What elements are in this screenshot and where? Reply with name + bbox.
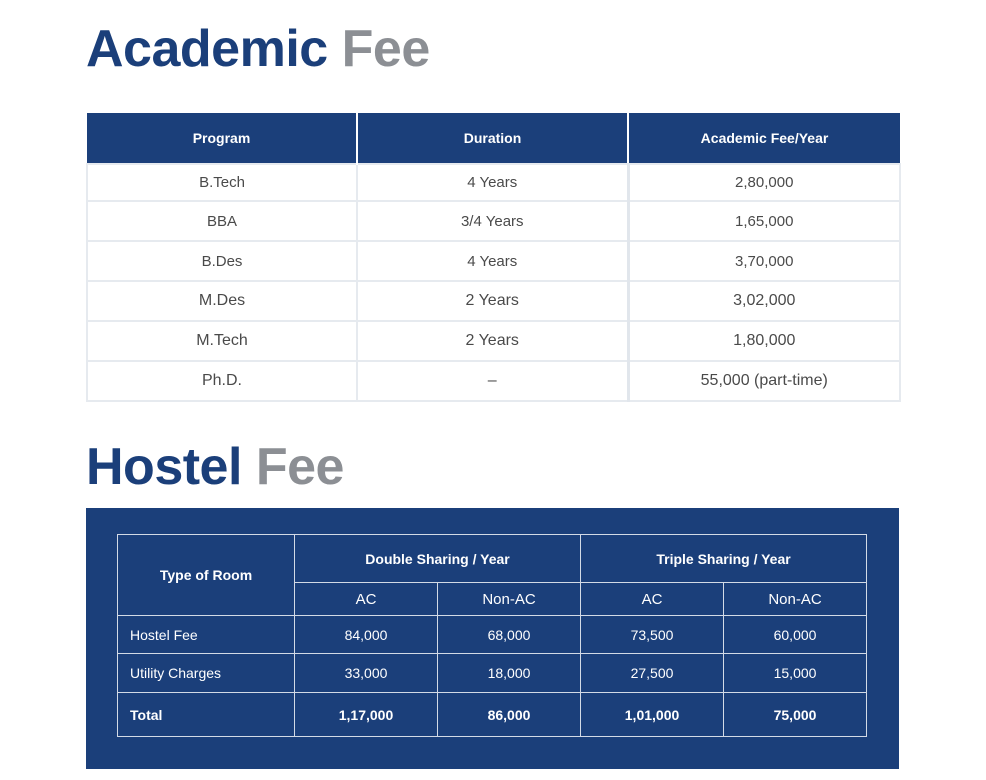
fee-cell: 3,70,000 [628,241,900,281]
value-cell: 68,000 [438,616,581,654]
value-cell: 60,000 [724,616,867,654]
academic-heading-main: Academic [86,20,328,78]
fee-cell: 3,02,000 [628,281,900,321]
value-cell: 86,000 [438,693,581,737]
table-row [87,281,900,321]
program-cell: B.Tech [87,164,357,201]
value-cell: 15,000 [724,654,867,693]
table-row-total [118,693,867,737]
value-cell: 1,17,000 [295,693,438,737]
subheader-double-ac: AC [295,583,438,616]
hostel-heading-sub: Fee [255,438,344,496]
academic-fee-table [86,113,901,402]
value-cell: 33,000 [295,654,438,693]
duration-cell: 4 Years [357,241,628,281]
fee-cell: 55,000 (part-time) [628,361,900,401]
table-row-hostel-fee [118,616,867,654]
table-row [87,201,900,241]
hostel-group-header-row [118,535,867,583]
fee-cell: 1,80,000 [628,321,900,361]
duration-cell: 2 Years [357,321,628,361]
fee-cell: 1,65,000 [628,201,900,241]
duration-cell: – [357,361,628,401]
column-header-duration: Duration [357,113,628,164]
hostel-fee-table [117,534,867,737]
duration-cell: 2 Years [357,281,628,321]
hostel-fee-panel [86,508,899,769]
column-header-academic-fee: Academic Fee/Year [628,113,900,164]
hostel-heading-main: Hostel [86,438,242,496]
academic-fee-heading [86,20,430,78]
row-label: Hostel Fee [118,616,295,654]
hostel-fee-heading [86,438,344,496]
subheader-double-non-ac: Non-AC [438,583,581,616]
program-cell: Ph.D. [87,361,357,401]
column-header-double-sharing: Double Sharing / Year [295,535,581,583]
table-row [87,321,900,361]
value-cell: 75,000 [724,693,867,737]
fee-cell: 2,80,000 [628,164,900,201]
value-cell: 1,01,000 [581,693,724,737]
program-cell: M.Tech [87,321,357,361]
program-cell: B.Des [87,241,357,281]
value-cell: 27,500 [581,654,724,693]
column-header-triple-sharing: Triple Sharing / Year [581,535,867,583]
row-label: Total [118,693,295,737]
table-row [87,164,900,201]
table-row [87,361,900,401]
row-label: Utility Charges [118,654,295,693]
subheader-triple-non-ac: Non-AC [724,583,867,616]
value-cell: 73,500 [581,616,724,654]
academic-header-row [87,113,900,164]
academic-heading-sub: Fee [341,20,430,78]
table-row-utility-charges [118,654,867,693]
column-header-type-of-room: Type of Room [118,535,295,616]
table-row [87,241,900,281]
duration-cell: 3/4 Years [357,201,628,241]
value-cell: 84,000 [295,616,438,654]
value-cell: 18,000 [438,654,581,693]
program-cell: M.Des [87,281,357,321]
duration-cell: 4 Years [357,164,628,201]
subheader-triple-ac: AC [581,583,724,616]
column-header-program: Program [87,113,357,164]
program-cell: BBA [87,201,357,241]
